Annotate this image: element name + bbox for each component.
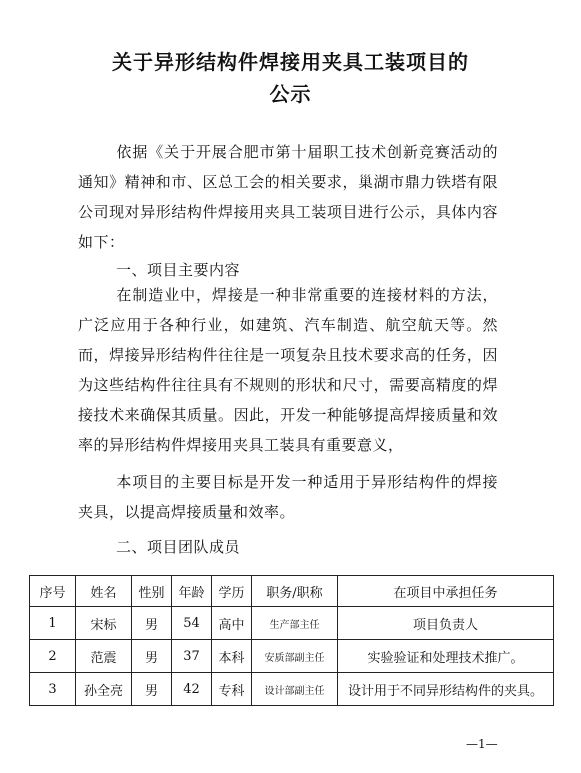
table-cell: 本科	[212, 640, 252, 673]
page-number: —1—	[466, 737, 498, 751]
table-row	[30, 673, 554, 706]
table-cell: 安质部副主任	[252, 640, 338, 673]
intro-text: 依据《关于开展合肥市第十届职工技术创新竞赛活动的通知》精神和市、区总工会的相关要求，巢湖市鼎力铁塔有限公司现对异形结构件焊接用夹具工装项目进行公示，具体内容如下：	[78, 143, 498, 251]
table-cell: 范震	[76, 640, 132, 673]
table-cell: 42	[172, 673, 212, 706]
table-cell: 实验验证和处理技术推广。	[338, 640, 554, 673]
table-cell: 项目负责人	[338, 607, 554, 640]
table-cell: 1	[30, 607, 76, 640]
table-cell: 宋标	[76, 607, 132, 640]
paragraph-2	[78, 467, 498, 527]
table-cell: 男	[132, 607, 172, 640]
table-cell: 3	[30, 673, 76, 706]
table-cell: 2	[30, 640, 76, 673]
header-cell: 在项目中承担任务	[338, 576, 554, 607]
paragraph-2-text: 本项目的主要目标是开发一种适用于异形结构件的焊接夹具，以提高焊接质量和效率。	[78, 473, 498, 521]
paragraph-1	[78, 280, 498, 460]
section-heading-2: 二、项目团队成员	[116, 538, 241, 556]
header-cell: 序号	[30, 576, 76, 607]
table-row	[30, 607, 554, 640]
header-cell: 学历	[212, 576, 252, 607]
table-cell: 生产部主任	[252, 607, 338, 640]
table-cell: 37	[172, 640, 212, 673]
table-cell: 孙全亮	[76, 673, 132, 706]
table-cell: 男	[132, 673, 172, 706]
header-cell: 职务/职称	[252, 576, 338, 607]
table-cell: 设计部副主任	[252, 673, 338, 706]
title-line-2: 公示	[269, 82, 312, 106]
table-header-row	[30, 576, 554, 607]
title-line-1: 关于异形结构件焊接用夹具工装项目的	[112, 50, 469, 74]
table-cell: 高中	[212, 607, 252, 640]
table-row	[30, 640, 554, 673]
team-members-table	[29, 575, 554, 706]
intro-paragraph	[78, 137, 498, 257]
section-heading-1: 一、项目主要内容	[116, 261, 241, 279]
table-cell: 专科	[212, 673, 252, 706]
paragraph-1-text: 在制造业中，焊接是一种非常重要的连接材料的方法，广泛应用于各种行业，如建筑、汽车制造、航空航天等。然而，焊接异形结构件往往是一项复杂且技术要求高的任务，因为这些结构件往往具有不规则的形状和尺寸，需要高精度的焊接技术来确保其质量。因此，开发一种能够提高焊接质量和效率的异形结构件焊接用夹具工装具有重要意义，	[78, 286, 498, 454]
table-cell: 54	[172, 607, 212, 640]
header-cell: 姓名	[76, 576, 132, 607]
table-cell: 设计用于不同异形结构件的夹具。	[338, 673, 554, 706]
header-cell: 性别	[132, 576, 172, 607]
table-cell: 男	[132, 640, 172, 673]
header-cell: 年龄	[172, 576, 212, 607]
